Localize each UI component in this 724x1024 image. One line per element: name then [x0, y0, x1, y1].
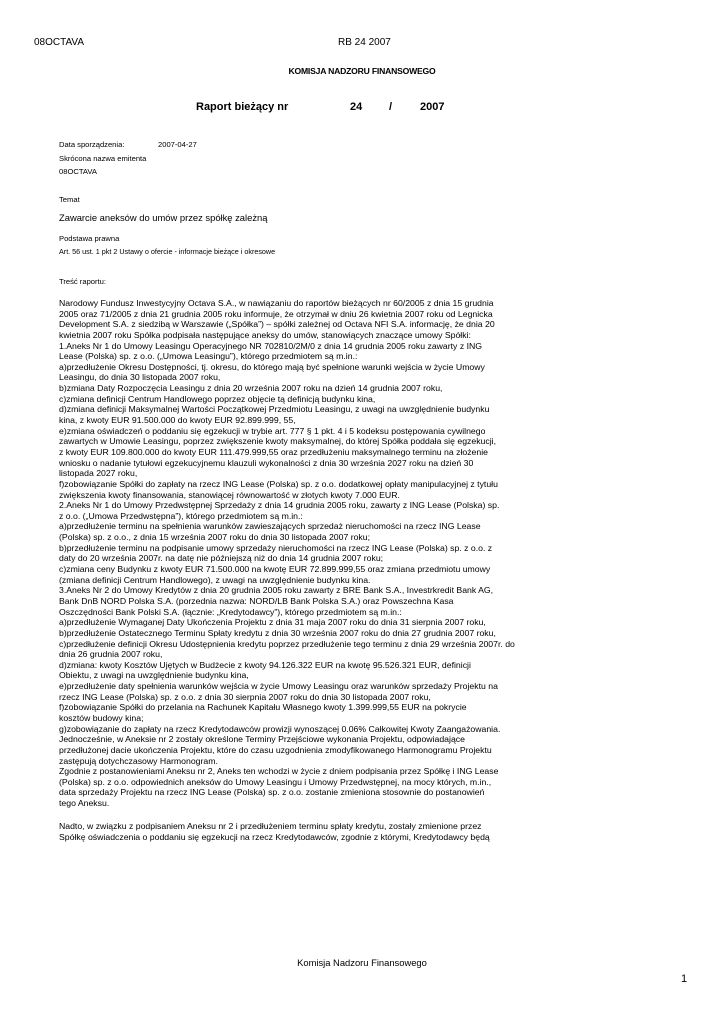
body-line: Oszczędności Bank Polski S.A. (łącznie: „Kredytodawcy”), którego przedmiotem są m.in.:: [59, 606, 402, 617]
body-line: Leasingu, do dnia 30 listopada 2007 roku,: [59, 372, 221, 383]
date-label: Data sporządzenia:: [59, 140, 125, 149]
body-line: rzecz ING Lease (Polska) sp. z o.o. z dnia 30 sierpnia 2007 roku do dnia 30 listopada 2007 roku,: [59, 691, 431, 702]
body-line: Nadto, w związku z podpisaniem Aneksu nr 2 i przedłużeniem terminu spłaty kredytu, zostały zmienione przez: [59, 821, 482, 832]
body-line: 1.Aneks Nr 1 do Umowy Leasingu Operacyjnego NR 702810/2M/0 z dnia 14 grudnia 2005 roku zawarty z ING: [59, 340, 483, 351]
body-line: Obiektu, z uwagi na uwzględnienie budynku kina,: [59, 670, 249, 681]
body-line: a)przedłużenie Okresu Dostępności, tj. okresu, do którego mają być spełnione warunki wejścia w życie Umowy: [59, 361, 485, 372]
body-line: a)przedłużenie terminu na spełnienia warunków zawieszających sprzedaż nieruchomości na rzecz ING Lease: [59, 521, 481, 532]
footer-commission: Komisja Nadzoru Finansowego: [297, 957, 427, 968]
body-line: kwietnia 2007 roku Spółka podpisała następujące aneksy do umów, stanowiących znaczące umowy Spółki:: [59, 329, 471, 340]
date-value: 2007-04-27: [158, 140, 197, 149]
report-separator: /: [389, 101, 393, 113]
paragraph-gap: [59, 809, 559, 822]
body-line: dnia 26 grudnia 2007 roku,: [59, 649, 163, 660]
body-line: c)przedłużenie definicji Okresu Udostępnienia kredytu poprzez przedłużenie tego terminu z dnia 29 września 2007r. do: [59, 638, 515, 649]
report-year: 2007: [420, 101, 445, 113]
body-line: wniosku o nadanie tytułowi egzekucyjnemu klauzuli wykonalności z dnia 30 września 2027 roku na dzień 30: [59, 457, 474, 468]
body-line: c)zmiana ceny Budynku z kwoty EUR 71.500.000 na kwotę EUR 72.899.999,55 oraz zmiana przedmiotu umowy: [59, 564, 491, 575]
body-line: daty do 20 września 2007r. na datę nie późniejszą niż do dnia 14 grudnia 2007 roku;: [59, 553, 384, 564]
body-line: f)zobowiązanie Spółki do przelania na Rachunek Kapitału Własnego kwoty 1.399.999,55 EUR na pokrycie: [59, 702, 467, 713]
body-line: kina, z kwoty EUR 91.500.000 do kwoty EUR 92.899.999, 55,: [59, 415, 296, 426]
body-line: Bank DnB NORD Polska S.A. (porzednia nazwa: NORD/LB Bank Polska S.A.) oraz Powszechna Kasa: [59, 595, 454, 606]
body-line: przedłużonej dacie ukończenia Projektu, które do czasu uzgodnienia zmodyfikowanego Harmonogramu Projektu: [59, 744, 492, 755]
legal-basis-label: Podstawa prawna: [59, 234, 120, 243]
legal-basis-value: Art. 56 ust. 1 pkt 2 Ustawy o ofercie - informacje bieżące i okresowe: [59, 247, 276, 256]
body-line: Spółkę oświadczenia o poddaniu się egzekucji na rzecz Kredytodawców, zgodnie z którymi, Kredytodawcy będą: [59, 831, 490, 842]
body-line: z kwoty EUR 109.800.000 do kwoty EUR 111.479.999,55 oraz przedłużeniu maksymalnego terminu na złożenie: [59, 446, 488, 457]
body-line: kosztów budowy kina;: [59, 712, 144, 723]
body-line: listopada 2027 roku,: [59, 468, 138, 479]
content-label: Treść raportu:: [59, 277, 106, 286]
body-line: z o.o. („Umowa Przedwstępna”), którego przedmiotem są m.in.:: [59, 510, 303, 521]
report-number: 24: [350, 101, 363, 113]
body-line: (Polska) sp. z o.o. odpowiednich aneksów do Umowy Leasingu i Umowy Przedwstępnej, na mocy których, m.in.,: [59, 776, 492, 787]
body-line: Zgodnie z postanowieniami Aneksu nr 2, Aneks ten wchodzi w życie z dniem podpisania przez Spółkę i ING Lease: [59, 766, 499, 777]
commission-heading: KOMISJA NADZORU FINANSOWEGO: [288, 66, 436, 76]
topic-label: Temat: [59, 195, 80, 204]
body-line: d)zmiana: kwoty Kosztów Ujętych w Budżecie z kwoty 94.126.322 EUR na kwotę 95.526.321 EUR, definicji: [59, 659, 471, 670]
body-line: e)przedłużenie daty spełnienia warunków wejścia w życie Umowy Leasingu oraz warunków sprzedaży Projektu na: [59, 681, 498, 692]
body-line: Jednocześnie, w Aneksie nr 2 zostały określone Terminy Przejściowe wykonania Projektu, odpowiadające: [59, 734, 465, 745]
body-line: b)przedłużenie Ostatecznego Terminu Spłaty kredytu z dnia 30 września 2007 roku do dnia 27 grudnia 2007 roku,: [59, 627, 496, 638]
body-line: a)przedłużenie Wymaganej Daty Ukończenia Projektu z dnia 31 maja 2007 roku do dnia 31 sierpnia 2007 roku,: [59, 617, 486, 628]
body-line: c)zmiana definicji Centrum Handlowego poprzez objęcie tą definicją budynku kina,: [59, 393, 376, 404]
body-line: data sprzedaży Projektu na rzecz ING Lease (Polska) sp. z o.o. zostanie zmieniona stosownie do postanowień: [59, 787, 485, 798]
report-body: [59, 298, 559, 843]
header-left-issuer: 08OCTAVA: [34, 37, 85, 48]
header-right-report-id: RB 24 2007: [338, 37, 391, 48]
issuer-value: 08OCTAVA: [59, 167, 97, 176]
body-line: (Polska) sp. z o.o., z dnia 15 września 2007 roku do dnia 30 listopada 2007 roku;: [59, 532, 371, 543]
body-line: 2.Aneks Nr 1 do Umowy Przedwstępnej Sprzedaży z dnia 14 grudnia 2005 roku, zawarty z ING Lease (Polska) sp.: [59, 500, 500, 511]
body-line: tego Aneksu.: [59, 798, 110, 809]
topic-value: Zawarcie aneksów do umów przez spółkę zależną: [59, 212, 268, 223]
body-line: zastępują dotychczasowy Harmonogram.: [59, 755, 218, 766]
body-line: zawartych w Umowie Leasingu, poprzez zwiększenie kwoty maksymalnej, do której Spółka poddała się egzekucji,: [59, 436, 496, 447]
body-line: 2005 oraz 71/2005 z dnia 21 grudnia 2005 roku informuje, że otrzymał w dniu 26 kwietnia 2007 roku od Legnicka: [59, 308, 493, 319]
page-number: 1: [681, 973, 688, 985]
body-line: Narodowy Fundusz Inwestycyjny Octava S.A., w nawiązaniu do raportów bieżących nr 60/2005 z dnia 15 grudnia: [59, 298, 494, 308]
body-line: zwiększenia kwoty finansowania, stanowiącej równowartość w złotych kwoty 7.000 EUR.: [59, 489, 400, 500]
body-line: (zmiana definicji Centrum Handlowego), z uwagi na uwzględnienie budynku kina.: [59, 574, 371, 585]
body-line: f)zobowiązanie Spółki do zapłaty na rzecz ING Lease (Polska) sp. z o.o. dodatkowej opłaty manipulacyjnej z tytułu: [59, 478, 498, 489]
body-line: g)zobowiązanie do zapłaty na rzecz Kredytodawców prowizji wynoszącej 0.06% Całkowitej Kwoty Zaangażowania.: [59, 723, 501, 734]
report-title: Raport bieżący nr: [196, 101, 289, 113]
body-line: Development S.A. z siedzibą w Warszawie („Spółka”) – spółki zależnej od Octava NFI S.A. informację, że dnia 20: [59, 319, 495, 330]
body-line: 3.Aneks Nr 2 do Umowy Kredytów z dnia 20 grudnia 2005 roku zawarty z BRE Bank S.A., Investrkredit Bank AG,: [59, 585, 494, 596]
body-line: Lease (Polska) sp. z o.o. („Umowa Leasingu”), którego przedmiotem są m.in.:: [59, 351, 358, 362]
body-line: b)zmiana Daty Rozpoczęcia Leasingu z dnia 20 września 2007 roku na dzień 14 grudnia 2007 roku,: [59, 383, 443, 394]
body-line: d)zmiana definicji Maksymalnej Wartości Początkowej Przedmiotu Leasingu, z uwagi na uwzględnienie budynku: [59, 404, 490, 415]
body-line: e)zmiana oświadczeń o poddaniu się egzekucji w trybie art. 777 § 1 pkt. 4 i 5 kodeksu postępowania cywilnego: [59, 425, 486, 436]
body-line: b)przedłużenie terminu na podpisanie umowy sprzedaży nieruchomości na rzecz ING Lease (Polska) sp. z o.o. z: [59, 542, 493, 553]
issuer-label: Skrócona nazwa emitenta: [59, 154, 147, 163]
